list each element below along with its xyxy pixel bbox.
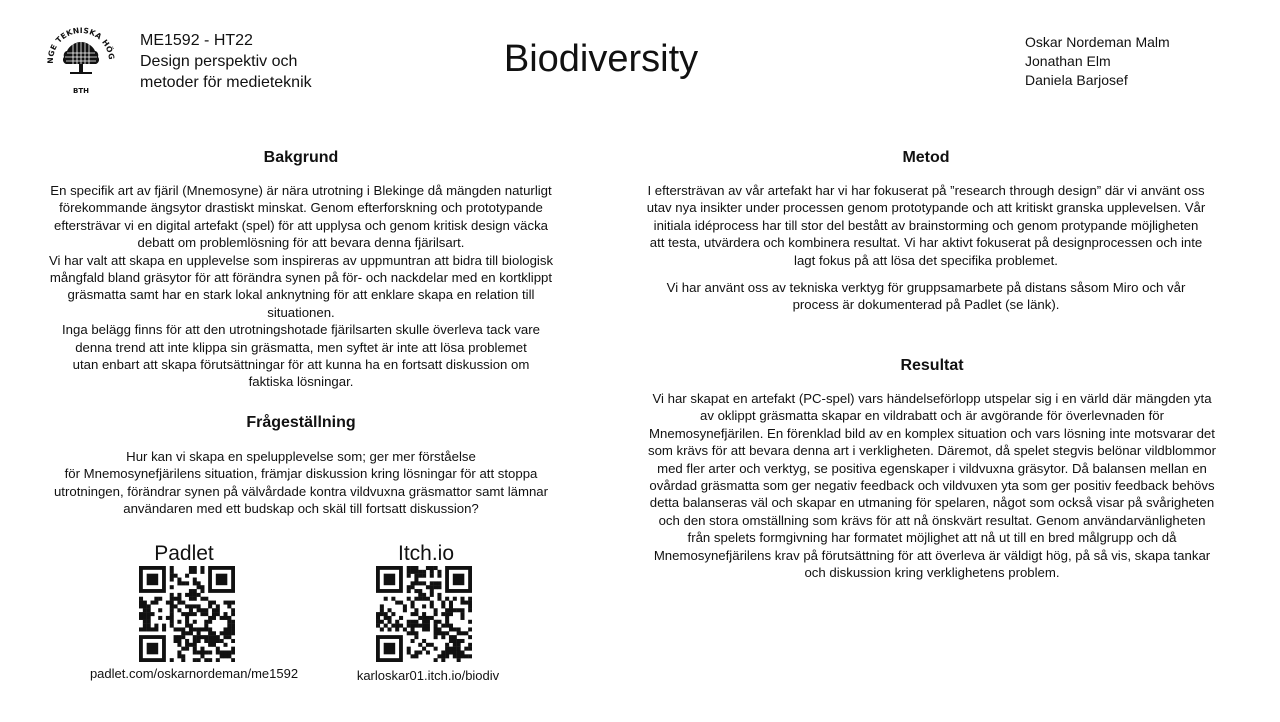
text-line: initiala idéprocess har till stor del bestått av brainstorming och genom protypande möjligheten bbox=[653, 217, 1199, 233]
section-text-fragestallning bbox=[18, 448, 584, 518]
text-line: utan enbart att skapa förutsättningar för att kunna ha en fortsatt diskussion om bbox=[72, 357, 530, 373]
text-line: gräsmatta samt har en stark lokal anknytning för att enklare skapa en relation till bbox=[67, 287, 535, 303]
author-list bbox=[1025, 33, 1170, 90]
text-line: förekommande ängsytor drastiskt minskat. Genom efterforskning och prototypande bbox=[59, 200, 543, 216]
text-line: av oklippt gräsmatta skapar en vildrabatt och är avgörande för överlevnaden för bbox=[699, 408, 1165, 424]
text-line: Inga belägg finns för att den utrotningshotade fjärilsarten skulle överleva tack vare bbox=[62, 322, 540, 338]
text-line: Mnemosynefjärilens krav på förutsättning för att överleva är väldigt hög, på så vis, skapa tankar bbox=[653, 547, 1211, 563]
text-line: utrotningen, förändrar synen på välvårdade kontra vildvuxna gräsmattor samt lämnar bbox=[53, 483, 549, 499]
text-line: eftersträvar vi en digital artefakt (spel) för att upplysa och genom kritisk design väcka bbox=[53, 217, 549, 233]
text-line: som krävs för att bevara denna art i verkligheten. Däremot, då spelet stegvis belönar vildblommor bbox=[647, 443, 1217, 459]
section-heading-bakgrund: Bakgrund bbox=[263, 149, 339, 166]
text-line: och den stora omställning som krävs för att nå önskvärt resultat. Genom användarvänligheten bbox=[658, 512, 1206, 528]
text-line: lagt fokus på att lösa det specifika problemet. bbox=[794, 252, 1058, 268]
page-title: Biodiversity bbox=[503, 38, 699, 80]
text-line: faktiska lösningar. bbox=[248, 374, 354, 390]
text-line: debatt om problemlösning för att bevara denna fjärilsart. bbox=[137, 235, 465, 251]
itchio-label: Itch.io bbox=[397, 542, 455, 565]
text-line: Hur kan vi skapa en spelupplevelse som; ger mer förståelse bbox=[126, 449, 476, 464]
logo-text-top: NGE TEKNISKA HÖG bbox=[45, 25, 117, 64]
course-name-line1: Design perspektiv och bbox=[140, 53, 298, 70]
itchio-qr-code-icon[interactable] bbox=[376, 566, 472, 662]
author-name: Jonathan Elm bbox=[1025, 53, 1111, 69]
text-line: mångfald bland gräsytor för att förändra synen på för- och nackdelar med en kortklippt bbox=[49, 270, 553, 286]
text-line: och diskussion kring verklighetens problem. bbox=[804, 565, 1060, 581]
padlet-link[interactable]: padlet.com/oskarnordeman/me1592 bbox=[89, 666, 299, 681]
text-line: ovårdad gräsmatta som ger negativ feedback och vildvuxen yta som ger positiv feedback behövs bbox=[649, 478, 1215, 494]
section-heading-resultat: Resultat bbox=[900, 357, 964, 374]
text-line: för Mnemosynefjärilens situation, främjar diskussion kring lösningar för att stoppa bbox=[64, 466, 538, 482]
section-text-bakgrund bbox=[18, 182, 584, 391]
text-line: denna trend att inte klippa sin gräsmatta, men syftet är inte att lösa problemet bbox=[75, 339, 527, 355]
text-line: från spelets formgivning har formatet möjlighet att nå ut till en bred målgrupp och då bbox=[687, 530, 1177, 546]
padlet-qr-code-icon[interactable] bbox=[139, 566, 235, 662]
author-name: Daniela Barjosef bbox=[1025, 72, 1128, 88]
text-line: Vi har valt att skapa en upplevelse som inspireras av uppmuntran att bidra till biologisk bbox=[48, 252, 554, 268]
text-line: situationen. bbox=[267, 304, 335, 320]
itchio-link[interactable]: karloskar01.itch.io/biodiv bbox=[356, 668, 500, 683]
section-heading-metod: Metod bbox=[902, 149, 950, 166]
text-line: att testa, utvärdera och kombinera resultat. Vi har aktivt fokuserat på designprocessen och inte bbox=[649, 235, 1203, 251]
text-line: Vi har använt oss av tekniska verktyg för gruppsamarbete på distans såsom Miro och vår bbox=[666, 280, 1186, 296]
text-line: process är dokumenterad på Padlet (se länk). bbox=[792, 297, 1060, 313]
course-name-line2: metoder för medieteknik bbox=[140, 74, 312, 91]
text-line: användaren med ett budskap och skäl till fortsatt diskussion? bbox=[123, 501, 479, 517]
section-text-metod bbox=[606, 182, 1246, 314]
text-line: Mnemosynefjärilen. En förenklad bild av en komplex situation och vars lösning inte motsvarar det bbox=[649, 425, 1215, 441]
text-line: med fler arter och verktyg, se positiva egenskaper i vildvuxna gräsytor. Då balansen mellan en bbox=[657, 460, 1207, 476]
text-line: Vi har skapat en artefakt (PC-spel) vars händelseförlopp utspelar sig i en värld där mängden yta bbox=[652, 391, 1212, 406]
author-name: Oskar Nordeman Malm bbox=[1025, 34, 1170, 50]
text-line: detta balanseras väl och skapar en utmaning för spelaren, något som också visar på svårigheten bbox=[649, 495, 1215, 511]
course-code: ME1592 - HT22 bbox=[140, 32, 253, 49]
text-line: En specifik art av fjäril (Mnemosyne) är nära utrotning i Blekinge då mängden naturligt bbox=[50, 183, 552, 198]
logo-text-bottom: BTH bbox=[73, 87, 89, 95]
text-line: utav nya insikter under processen genom prototypande och att kritiskt granska upplevelsen. Vår bbox=[646, 200, 1206, 216]
section-text-resultat bbox=[596, 390, 1268, 581]
section-heading-fragestallning: Frågeställning bbox=[246, 414, 356, 431]
text-line: I eftersträvan av vår artefakt har vi har fokuserat på ”research through design” där vi använt oss bbox=[647, 183, 1205, 198]
padlet-label: Padlet bbox=[154, 542, 214, 565]
